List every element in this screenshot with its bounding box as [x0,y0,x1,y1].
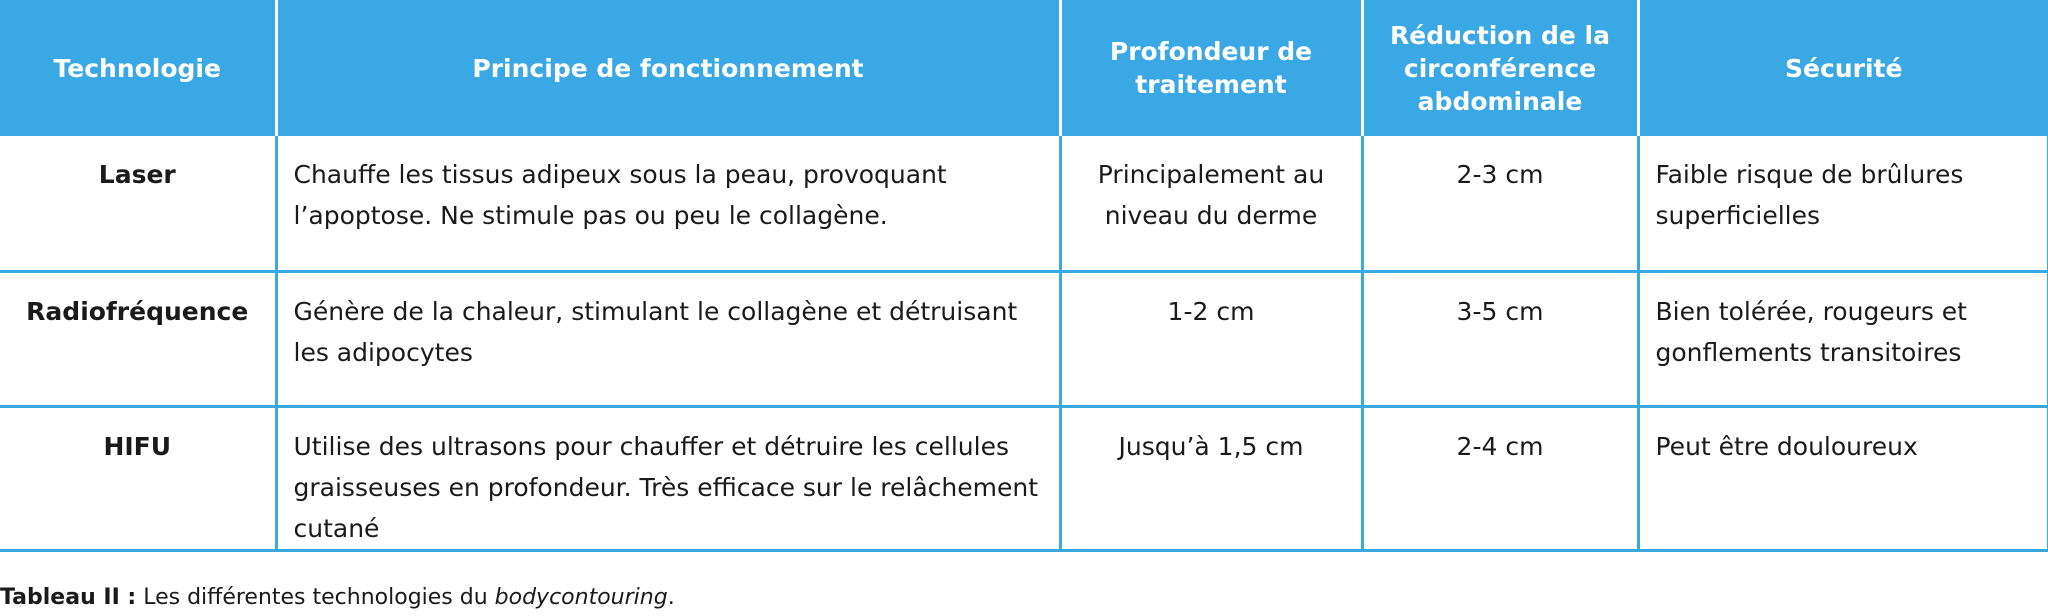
cell-technology: HIFU [0,406,276,550]
caption-end: . [667,585,675,610]
header-technology: Technologie [0,0,276,136]
cell-depth: Jusqu’à 1,5 cm [1060,406,1362,550]
table-header [0,0,2048,136]
cell-reduction: 3-5 cm [1362,271,1638,406]
header-principle: Principe de fonctionnement [276,0,1060,136]
cell-technology: Laser [0,136,276,271]
cell-technology: Radiofréquence [0,271,276,406]
cell-principle: Chauffe les tissus adipeux sous la peau, provoquant l’apoptose. Ne stimule pas ou peu le collagène. [276,136,1060,271]
cell-safety: Bien tolérée, rougeurs et gonflements transitoires [1638,271,2048,406]
caption-term: bodycontouring [494,585,668,610]
cell-reduction: 2-4 cm [1362,406,1638,550]
cell-reduction: 2-3 cm [1362,136,1638,271]
table-caption [0,585,675,611]
table-row [0,136,2048,271]
header-depth: Profondeur de traitement [1060,0,1362,136]
table-row [0,406,2048,550]
cell-depth: Principalement au niveau du derme [1060,136,1362,271]
header-row [0,0,2048,136]
cell-safety: Faible risque de brûlures superficielles [1638,136,2048,271]
caption-label: Tableau II : [0,585,137,610]
cell-principle: Génère de la chaleur, stimulant le collagène et détruisant les adipocytes [276,271,1060,406]
table-body [0,136,2048,550]
table-row [0,271,2048,406]
header-reduction: Réduction de la circonférence abdominale [1362,0,1638,136]
header-safety: Sécurité [1638,0,2048,136]
cell-safety: Peut être douloureux [1638,406,2048,550]
cell-depth: 1-2 cm [1060,271,1362,406]
caption-text: Les différentes technologies du [136,585,495,610]
cell-principle: Utilise des ultrasons pour chauffer et détruire les cellules graisseuses en profondeur. Très efficace sur le relâchement cutané [276,406,1060,550]
